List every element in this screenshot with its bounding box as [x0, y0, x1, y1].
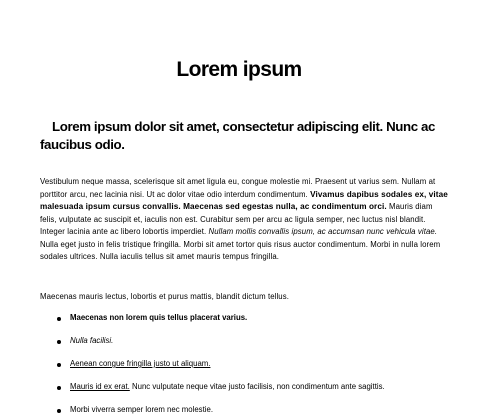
document-title: Lorem ipsum [176, 58, 302, 81]
paragraph-1-text-c: Nulla eget justo in felis tristique fringilla. Morbi sit amet tortor quis risus auctor condimentum. Morbi in nulla lorem sodales ultrices. Nulla iaculis tellus sit amet mauris tempus fringilla. [40, 239, 441, 261]
body-paragraph-1 [40, 176, 448, 264]
list-item-bold-text: Maecenas non lorem quis tellus placerat varius. [70, 313, 248, 322]
list-item [70, 358, 448, 371]
list-item-italic-text: Nulla facilisi. [70, 336, 114, 345]
list-item [70, 335, 448, 348]
list-item-underlined-text: Mauris id ex erat. [70, 382, 130, 391]
paragraph-1-bold-text: Vivamus dapibus sodales ex, vitae malesuada ipsum cursus convallis. Maecenas sed egestas nulla, ac condimentum orci. [40, 189, 448, 211]
list-item-underlined-text: Aenean congue fringilla justo ut aliquam. [70, 359, 211, 368]
list-item [70, 404, 448, 417]
list-item [70, 381, 448, 394]
paragraph-1-text-a: Vestibulum neque massa, scelerisque sit amet ligula eu, congue molestie mi. Praesent ut varius sem. Nullam at porttitor arcu, nec lacinia nisi. Ut ac dolor vitae odio interdum condimentum. [40, 177, 436, 199]
list-item [70, 312, 448, 325]
list-item-text: Morbi viverra semper lorem nec molestie. [70, 405, 213, 414]
paragraph-1-text-b: Mauris diam felis, vulputate ac suscipit et, iaculis non est. Curabitur sem per arcu ac ligula semper, nec luctus nisl blandit. Integer lacinia ante ac libero lobortis imperdiet. [40, 202, 433, 236]
bullet-list [40, 312, 448, 418]
body-paragraph-2: Maecenas mauris lectus, lobortis et purus mattis, blandit dictum tellus. [40, 292, 290, 301]
document-subtitle: Lorem ipsum dolor sit amet, consectetur adipiscing elit. Nunc ac faucibus odio. [40, 119, 436, 152]
paragraph-1-italic-text: Nullam mollis convallis ipsum, ac accumsan nunc vehicula vitae. [208, 227, 438, 236]
list-item-text: Nunc vulputate neque vitae justo facilisis, non condimentum ante sagittis. [129, 382, 385, 391]
